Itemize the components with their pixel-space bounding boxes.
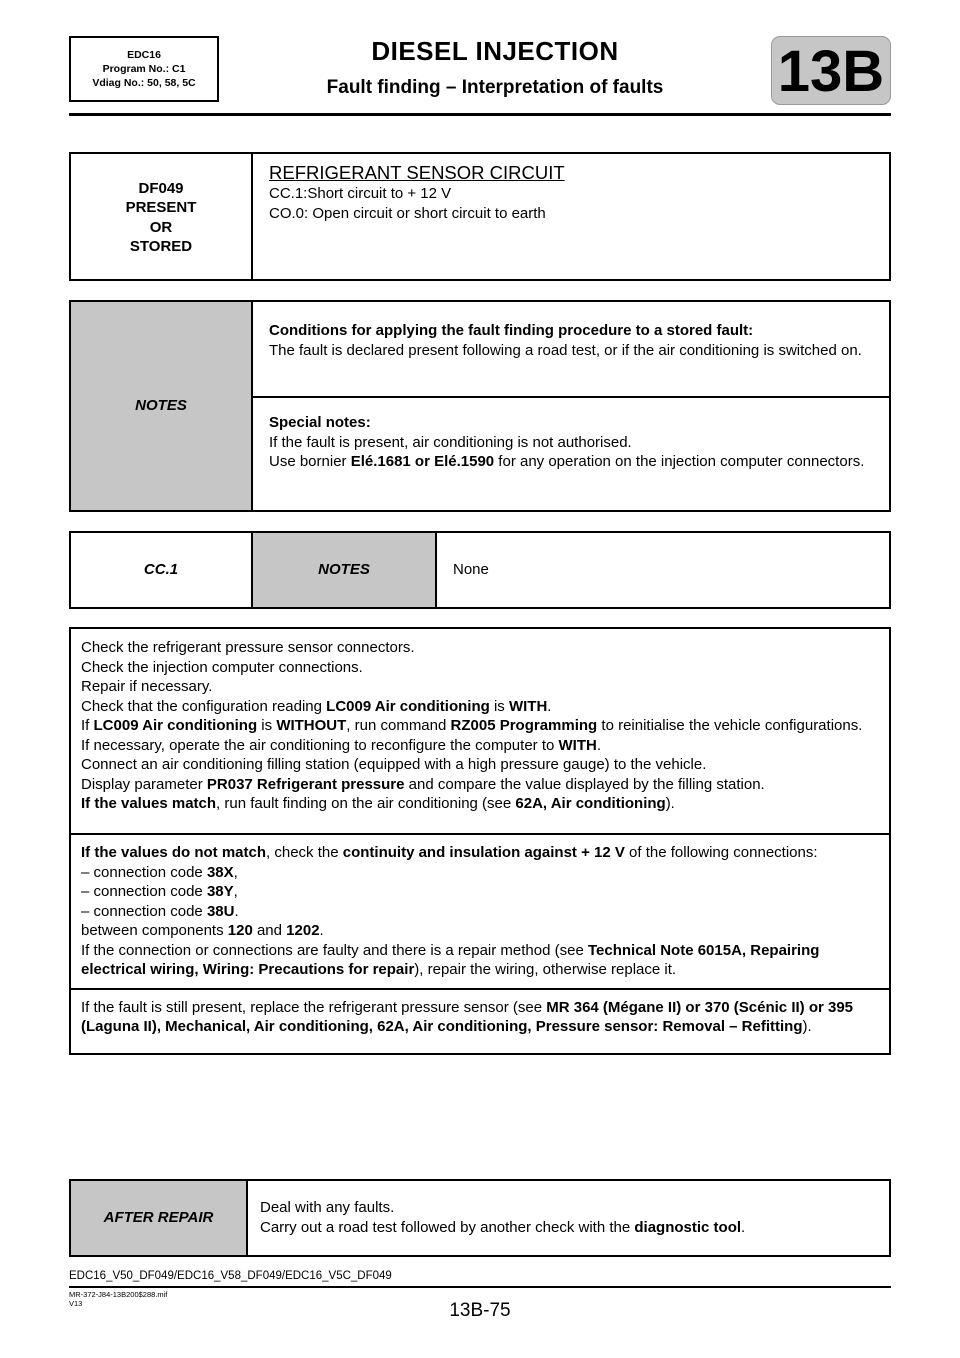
- fault-status-or: OR: [149, 218, 173, 236]
- procedure-line: [81, 736, 879, 756]
- body-text: to reinitialise the vehicle configurations.: [597, 717, 863, 734]
- fault-status-cell: [70, 153, 252, 280]
- cc1-table: [69, 531, 891, 609]
- notes-table: [69, 300, 891, 512]
- document-reference: EDC16_V50_DF049/EDC16_V58_DF049/EDC16_V5C_DF049: [69, 1270, 392, 1282]
- body-text: .: [319, 922, 324, 939]
- fault-status-stored: STORED: [129, 238, 193, 255]
- cc1-notes-value: None: [436, 532, 890, 608]
- cc1-notes-label: NOTES: [252, 532, 436, 608]
- procedure-step-1: [70, 628, 890, 834]
- procedure-line: [81, 941, 879, 980]
- program-number: Program No.: C1: [102, 63, 186, 75]
- body-text: Connect an air conditioning filling station (equipped with a high pressure gauge) to the vehicle.: [81, 756, 707, 773]
- body-text: If: [81, 717, 94, 734]
- body-text: .: [596, 736, 601, 754]
- procedure-line: [81, 998, 879, 1037]
- body-text: of the following connections:: [624, 844, 818, 861]
- procedure-line: [81, 716, 879, 736]
- body-text: ).: [802, 1018, 812, 1035]
- after-repair-line2: [260, 1218, 877, 1238]
- body-text: Check the injection computer connections.: [81, 658, 363, 676]
- body-text: and: [252, 922, 287, 939]
- emphasis-text: 38X: [206, 863, 234, 881]
- emphasis-text: WITHOUT: [276, 717, 347, 734]
- body-text: ,: [233, 863, 238, 881]
- fault-detail-cc1: CC.1:Short circuit to + 12 V: [269, 185, 452, 202]
- procedure-step-3: [70, 989, 890, 1055]
- procedure-line: [81, 755, 879, 775]
- body-text: ).: [665, 795, 675, 812]
- body-text: , run command: [346, 717, 451, 734]
- footer-divider: [69, 1286, 891, 1288]
- body-text: , run fault finding on the air conditioning (see: [216, 795, 516, 812]
- fault-code: DF049: [138, 179, 184, 197]
- body-text: Check the refrigerant pressure sensor connectors.: [81, 639, 415, 656]
- body-text: is: [489, 697, 509, 715]
- body-text: If the connection or connections are faulty and there is a repair method (see: [81, 941, 588, 959]
- notes-special-cell: [252, 397, 890, 511]
- emphasis-text: 38Y: [206, 883, 234, 900]
- special-notes-line1: If the fault is present, air conditioning is not authorised.: [269, 433, 632, 451]
- emphasis-text: If the values match: [81, 795, 217, 812]
- after-repair-content: [247, 1180, 890, 1256]
- body-text: .: [547, 697, 552, 715]
- body-text: between components: [81, 922, 228, 939]
- fault-description-cell: [252, 153, 890, 280]
- vdiag-number: Vdiag No.: 50, 58, 5C: [92, 77, 196, 89]
- procedure-table: [69, 627, 891, 1055]
- procedure-step-1-text: [81, 638, 879, 814]
- fault-name: REFRIGERANT SENSOR CIRCUIT: [269, 162, 565, 183]
- page-number: 13B-75: [449, 1300, 511, 1321]
- special-notes-text: Use bornier: [269, 453, 351, 470]
- conditions-text: The fault is declared present following a road test, or if the air conditioning is switched on.: [269, 341, 862, 359]
- after-repair-text: .: [741, 1218, 746, 1236]
- emphasis-text: WITH: [558, 736, 597, 754]
- procedure-line: [81, 658, 879, 678]
- source-file-name: MR-372-J84-13B200$288.mif: [69, 1290, 168, 1299]
- body-text: – connection code: [81, 902, 207, 920]
- fault-table: [69, 152, 891, 281]
- procedure-line: [81, 697, 879, 717]
- body-text: If necessary, operate the air conditioning to reconfigure the computer to: [81, 736, 559, 754]
- source-file-version: V13: [69, 1299, 83, 1308]
- section-code-badge: 13B: [771, 36, 891, 105]
- procedure-line: [81, 638, 879, 658]
- page-subtitle: Fault finding – Interpretation of faults: [326, 77, 664, 98]
- after-repair-label: AFTER REPAIR: [70, 1180, 247, 1256]
- fault-detail-co0: CO.0: Open circuit or short circuit to earth: [269, 204, 546, 222]
- emphasis-text: 62A, Air conditioning: [515, 795, 666, 812]
- fault-status-present: PRESENT: [125, 199, 197, 216]
- after-repair-table: [69, 1179, 891, 1257]
- emphasis-text: If the values do not match: [81, 844, 267, 861]
- emphasis-text: WITH: [508, 697, 548, 715]
- emphasis-text: Technical Note 6015A, Repairing electrical wiring, Wiring: Precautions for repair: [81, 941, 820, 978]
- diagnostic-tool-reference: diagnostic tool: [634, 1218, 742, 1236]
- emphasis-text: MR 364 (Mégane II) or 370 (Scénic II) or 395 (Laguna II), Mechanical, Air conditioning, 62A, Air conditioning, Pressure sensor: Removal – Refitting: [81, 998, 854, 1035]
- body-text: , check the: [266, 844, 343, 861]
- emphasis-text: continuity and insulation against + 12 V: [342, 844, 625, 861]
- bornier-reference: Elé.1681 or Elé.1590: [350, 453, 495, 470]
- after-repair-line1: Deal with any faults.: [260, 1199, 395, 1216]
- header-divider: [69, 113, 891, 116]
- emphasis-text: PR037 Refrigerant pressure: [206, 775, 405, 793]
- procedure-line: [81, 902, 879, 922]
- body-text: Display parameter: [81, 775, 207, 793]
- body-text: Check that the configuration reading: [81, 697, 327, 715]
- body-text: – connection code: [81, 863, 207, 881]
- emphasis-text: LC009 Air conditioning: [93, 717, 258, 734]
- procedure-line: [81, 921, 879, 941]
- procedure-line: [81, 863, 879, 883]
- emphasis-text: 1202: [286, 922, 320, 939]
- procedure-step-2: [70, 834, 890, 989]
- procedure-line: [81, 775, 879, 795]
- notes-label: NOTES: [70, 301, 252, 511]
- conditions-heading: Conditions for applying the fault finding procedure to a stored fault:: [269, 322, 754, 339]
- engine-type: EDC16: [127, 49, 161, 61]
- procedure-line: [81, 677, 879, 697]
- body-text: is: [257, 717, 277, 734]
- special-notes-line2: [269, 452, 873, 472]
- body-text: ), repair the wiring, otherwise replace it.: [414, 961, 677, 978]
- procedure-step-2-text: [81, 843, 879, 980]
- emphasis-text: 38U: [206, 902, 235, 920]
- special-notes-heading: Special notes:: [269, 414, 371, 431]
- document-info-box: [69, 36, 219, 102]
- emphasis-text: 120: [227, 922, 253, 939]
- emphasis-text: RZ005 Programming: [450, 717, 598, 734]
- procedure-line: [81, 794, 879, 814]
- procedure-line: [81, 843, 879, 863]
- procedure-line: [81, 882, 879, 902]
- body-text: .: [234, 902, 239, 920]
- emphasis-text: LC009 Air conditioning: [326, 697, 490, 715]
- body-text: Repair if necessary.: [81, 678, 213, 695]
- page-title: DIESEL INJECTION: [371, 36, 619, 66]
- after-repair-text: Carry out a road test followed by another check with the: [260, 1218, 635, 1236]
- notes-conditions-cell: [252, 301, 890, 397]
- cc1-label: CC.1: [70, 532, 252, 608]
- body-text: and compare the value displayed by the filling station.: [404, 775, 765, 793]
- procedure-step-3-text: [81, 998, 879, 1037]
- special-notes-text: for any operation on the injection computer connectors.: [494, 453, 865, 470]
- source-file-info: [69, 1290, 167, 1308]
- body-text: ,: [233, 883, 238, 900]
- body-text: – connection code: [81, 883, 207, 900]
- body-text: If the fault is still present, replace the refrigerant pressure sensor (see: [81, 998, 547, 1016]
